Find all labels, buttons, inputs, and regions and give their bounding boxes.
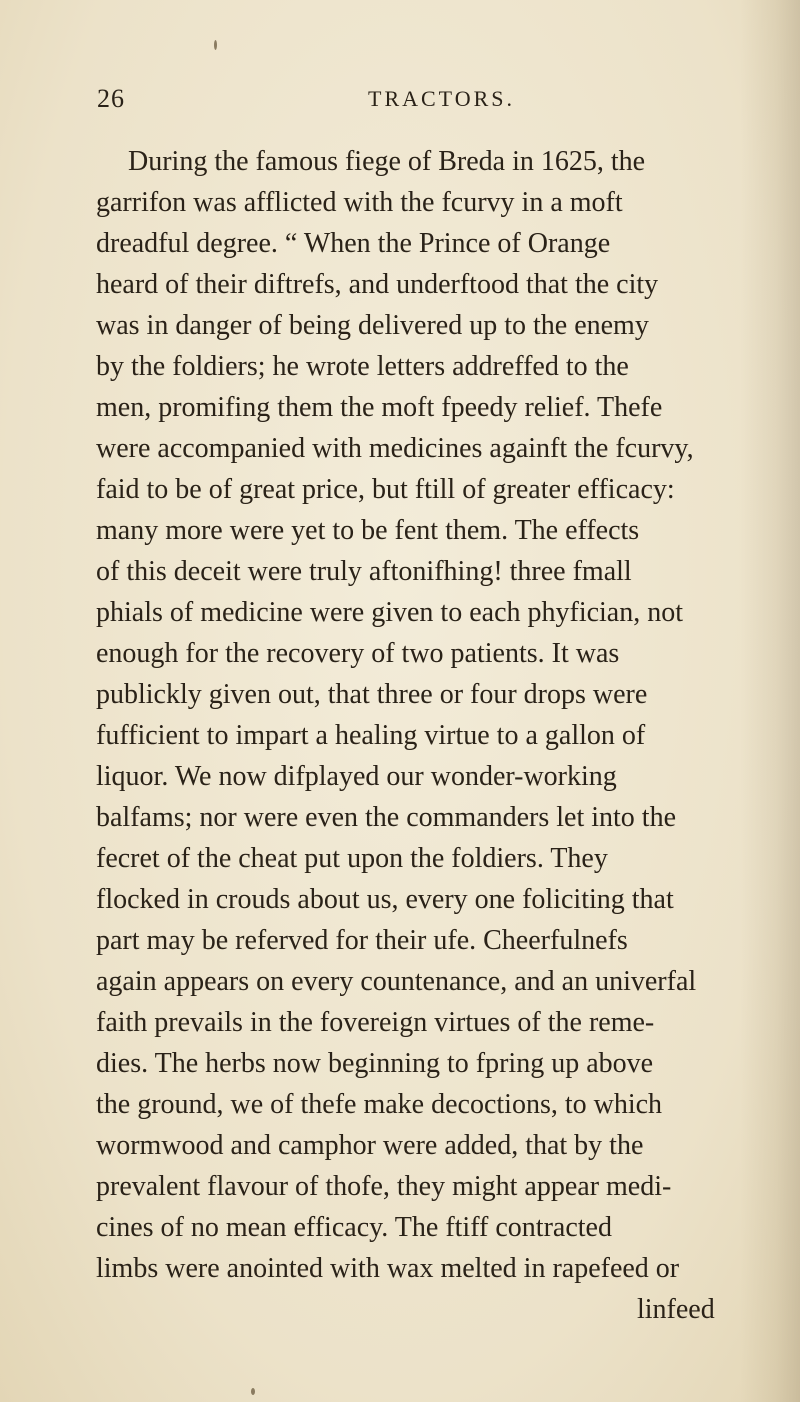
text-line: again appears on every countenance, and an univerfal: [96, 966, 697, 997]
text-line: faid to be of great price, but ftill of greater efficacy:: [96, 474, 675, 505]
text-line: publickly given out, that three or four drops were: [96, 679, 648, 710]
text-line: prevalent flavour of thofe, they might appear medi-: [96, 1171, 672, 1202]
text-line: phials of medicine were given to each phyfician, not: [96, 597, 684, 628]
page-header: [0, 84, 800, 120]
text-line: faith prevails in the fovereign virtues of the reme-: [96, 1007, 655, 1038]
page-number: 26: [97, 84, 125, 113]
text-line: men, promifing them the moft fpeedy relief. Thefe: [96, 392, 663, 423]
text-line: by the foldiers; he wrote letters addreffed to the: [96, 351, 629, 382]
text-line: fufficient to impart a healing virtue to a gallon of: [96, 720, 646, 751]
text-line: fecret of the cheat put upon the foldiers. They: [96, 843, 608, 874]
text-line: garrifon was afflicted with the fcurvy in a moft: [96, 187, 623, 218]
text-line: flocked in crouds about us, every one foliciting that: [96, 884, 674, 915]
running-head: TRACTORS.: [368, 86, 516, 111]
text-line: dreadful degree. “ When the Prince of Orange: [96, 228, 611, 259]
page-edge-shadow: [740, 0, 800, 1402]
text-line: heard of their diftrefs, and underftood that the city: [96, 269, 659, 300]
text-line: During the famous fiege of Breda in 1625, the: [128, 146, 646, 177]
text-line: balfams; nor were even the commanders let into the: [96, 802, 677, 833]
text-line: liquor. We now difplayed our wonder-working: [96, 761, 617, 792]
text-line: many more were yet to be fent them. The effects: [96, 515, 640, 546]
text-line: was in danger of being delivered up to the enemy: [96, 310, 649, 341]
text-line: the ground, we of thefe make decoctions, to which: [96, 1089, 663, 1120]
text-line: were accompanied with medicines againft the fcurvy,: [96, 433, 694, 464]
text-line: enough for the recovery of two patients. It was: [96, 638, 620, 669]
ink-speck: [214, 40, 217, 50]
text-line: part may be referved for their ufe. Cheerfulnefs: [96, 925, 628, 956]
ink-speck: [251, 1388, 255, 1395]
text-line: limbs were anointed with wax melted in rapefeed or: [96, 1253, 680, 1284]
text-line: wormwood and camphor were added, that by the: [96, 1130, 644, 1161]
catchword: linfeed: [637, 1294, 715, 1325]
text-line: dies. The herbs now beginning to fpring up above: [96, 1048, 654, 1079]
text-line: of this deceit were truly aftonifhing! three fmall: [96, 556, 632, 587]
text-line: cines of no mean efficacy. The ftiff contracted: [96, 1212, 612, 1243]
